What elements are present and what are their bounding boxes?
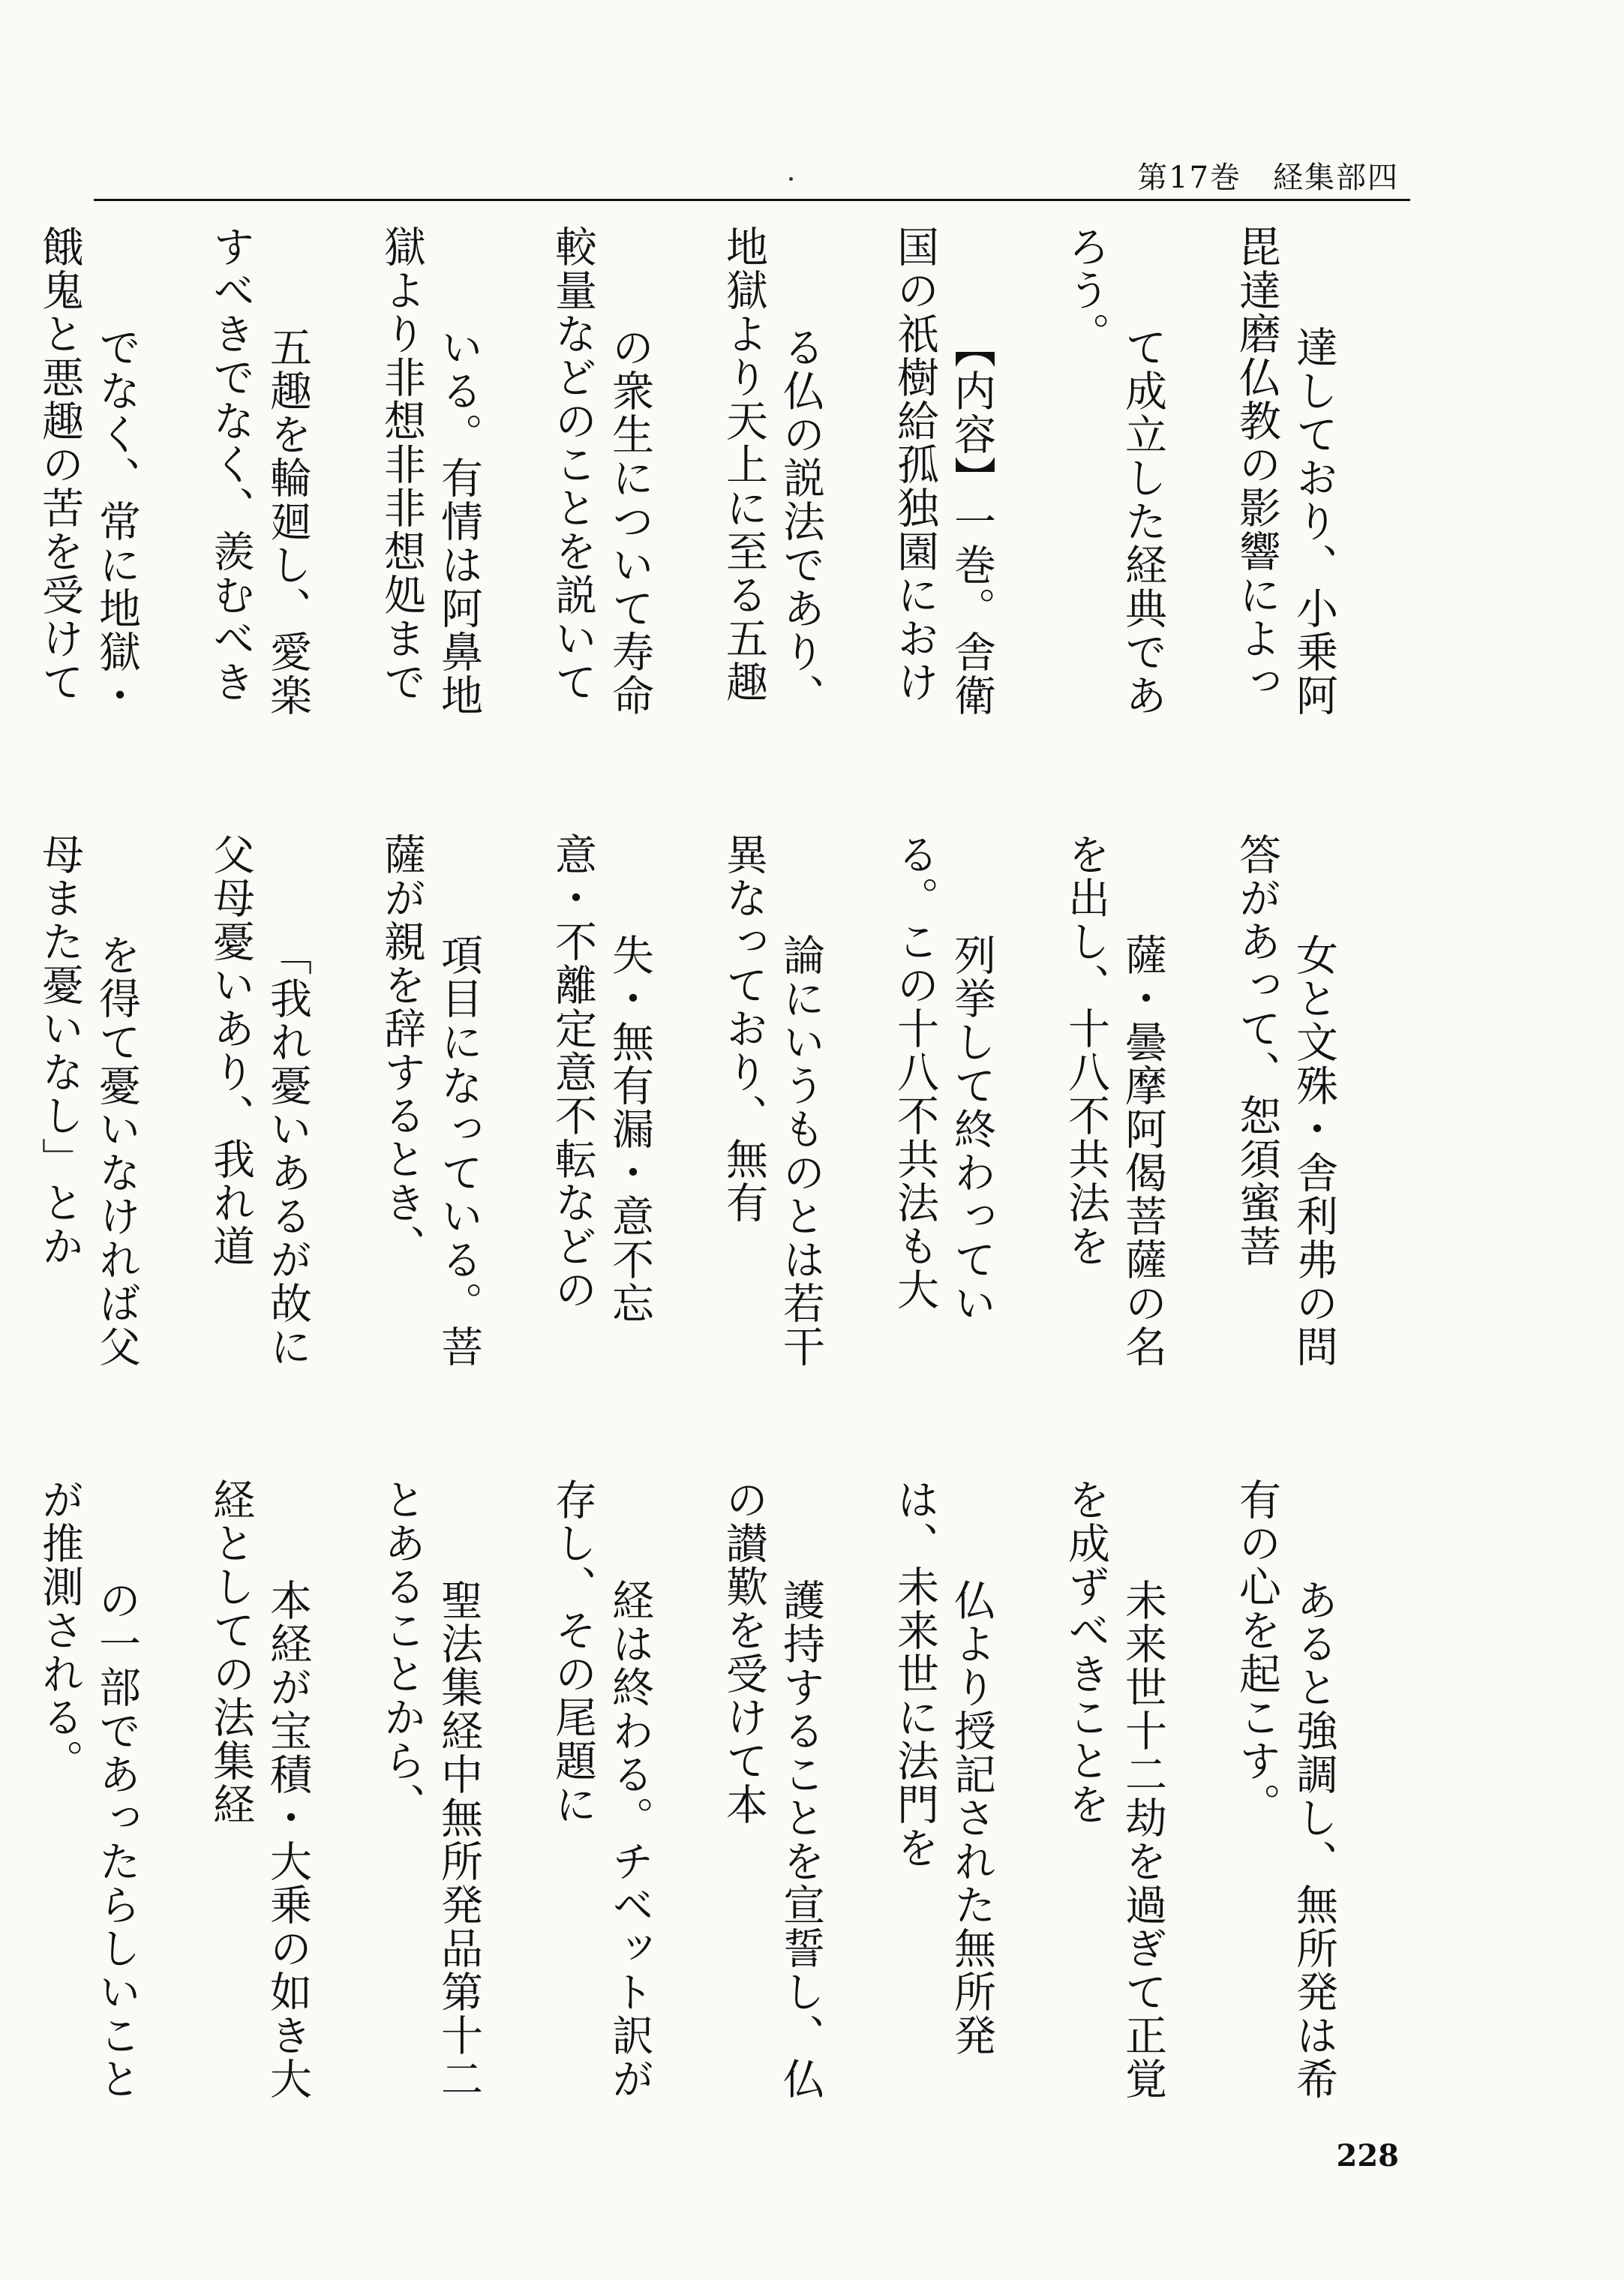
text-line: を得て憂いなければ父母また憂いなし」とか xyxy=(35,833,141,1368)
text-line: 未来世十二劫を過ぎて正覚を成ずべきことを xyxy=(1061,1478,1167,2101)
text-line: 仏より授記された無所発は、未来世に法門を xyxy=(890,1478,996,2057)
page-number: 228 xyxy=(1336,2138,1399,2173)
text-line: 「我れ憂いあるが故に父母憂いあり、我れ道 xyxy=(206,833,312,1368)
text-line: 本経が宝積・大乗の如き大経としての法集経 xyxy=(206,1478,312,2101)
text-band-top xyxy=(35,225,1399,750)
text-line: 薩・曇摩阿偈菩薩の名を出し、十八不共法を xyxy=(1061,833,1167,1368)
text-line: あると強調し、無所発は希有の心を起こす。 xyxy=(1232,1478,1338,2101)
header-rule xyxy=(94,199,1410,201)
text-line: 経は終わる。チベット訳が存し、その尾題に xyxy=(548,1478,654,2101)
text-line: 失・無有漏・意不忘意・不離定意不転などの xyxy=(548,833,654,1325)
text-line: 五趣を輪廻し、愛楽すべきでなく、羨むべき xyxy=(206,225,312,717)
text-line: 【内容】一巻。舎衛国の祇樹給孤独園におけ xyxy=(890,225,996,717)
text-line: 項目になっている。菩薩が親を辞するとき、 xyxy=(377,833,483,1368)
text-line: 達しており、小乗阿毘達磨仏教の影響によっ xyxy=(1232,225,1338,717)
text-line: 護持することを宣誓し、仏の讃歎を受けて本 xyxy=(719,1478,825,2101)
text-line: いる。有情は阿鼻地獄より非想非非想処まで xyxy=(377,225,483,717)
text-line: 列挙して終わっている。この十八不共法も大 xyxy=(890,833,996,1325)
page-header: 第17巻 経集部四 xyxy=(1137,161,1399,195)
text-band-bottom xyxy=(35,1478,1399,2108)
text-line: 聖法集経中無所発品第十二とあることから、 xyxy=(377,1478,483,2101)
text-line: 女と文殊・舎利弗の問答があって、恕須蜜菩 xyxy=(1232,833,1338,1368)
text-band-middle xyxy=(35,833,1399,1403)
text-line: る仏の説法であり、地獄より天上に至る五趣 xyxy=(719,225,825,717)
text-line: て成立した経典であろう。 xyxy=(1061,225,1167,717)
text-line: 論にいうものとは若干異なっており、無有 xyxy=(719,833,825,1368)
text-line: の衆生について寿命較量などのことを説いて xyxy=(548,225,654,717)
text-line: でなく、常に地獄・餓鬼と悪趣の苦を受けて xyxy=(35,225,141,717)
stray-dot xyxy=(789,177,793,181)
text-line: の一部であったらしいことが推測される。 xyxy=(35,1478,141,2101)
